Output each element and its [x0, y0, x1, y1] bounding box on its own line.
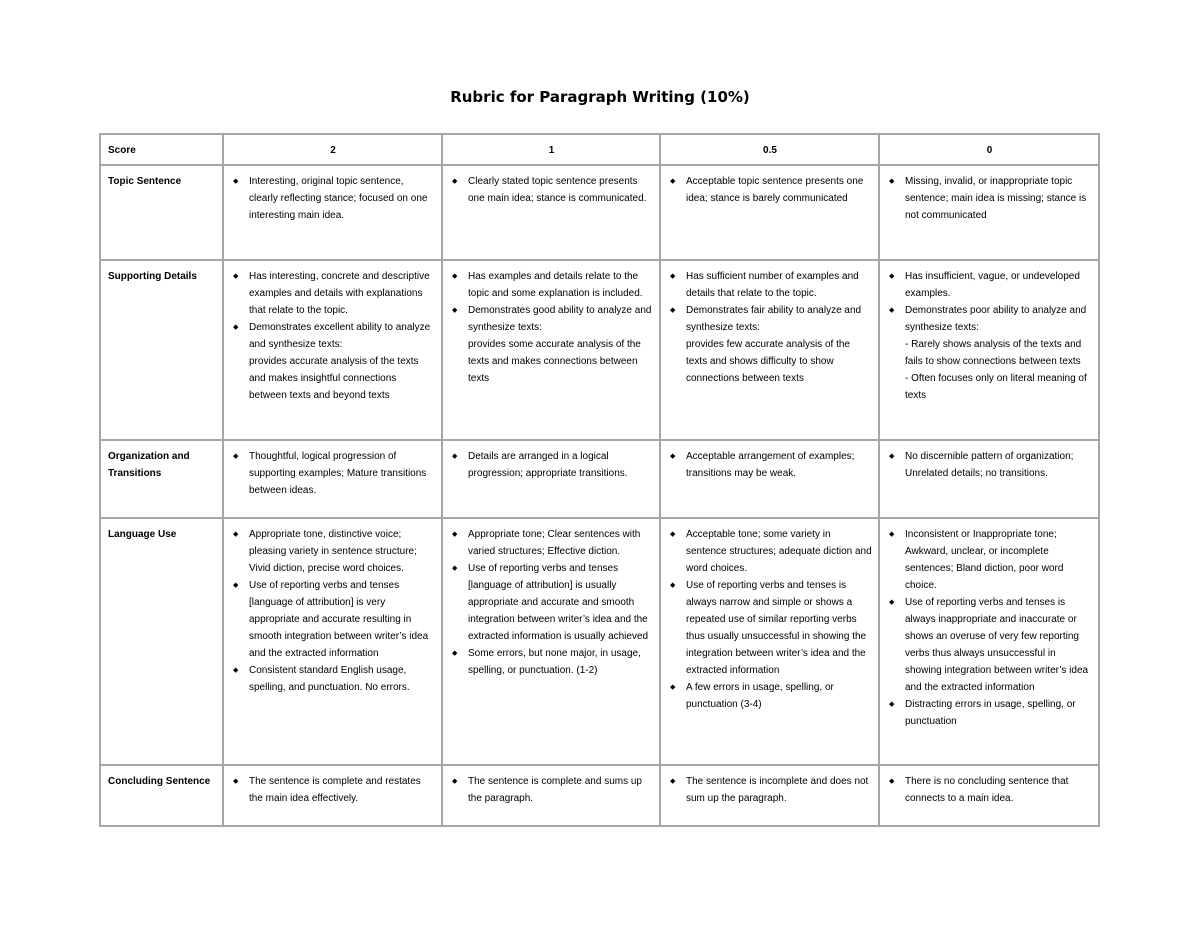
bullet-text: The sentence is complete and sums up the paragraph. — [468, 776, 642, 804]
level-header-0-5: 0.5 — [660, 134, 879, 165]
descriptor-cell — [660, 765, 879, 826]
bullet-item — [887, 696, 1092, 730]
bullet-item — [668, 773, 872, 807]
rubric-table — [99, 133, 1100, 827]
bullet-text: Inconsistent or Inappropriate tone; Awkward, unclear, or incomplete sentences; Bland diction, poor word choice. — [905, 529, 1064, 591]
criterion-row — [100, 165, 1099, 260]
bullet-text: Use of reporting verbs and tenses is always narrow and simple or shows a repeated use of similar reporting verbs thus usually unsuccessful in showing the integration between writer’s idea and the extracted information — [686, 580, 867, 676]
bullet-list — [450, 268, 653, 387]
bullet-text: Use of reporting verbs and tenses is always inappropriate and inaccurate or shows an overuse of very few reporting verbs thus always unsuccessful in showing integration between writer’s idea and the extracted information — [905, 597, 1089, 693]
bullet-item — [887, 526, 1092, 594]
criterion-row — [100, 518, 1099, 765]
descriptor-cell — [442, 518, 660, 765]
bullet-item — [887, 773, 1092, 807]
bullet-list — [887, 268, 1092, 404]
bullet-text: There is no concluding sentence that connects to a main idea. — [905, 776, 1069, 804]
descriptor-cell — [223, 165, 442, 260]
bullet-text: Has interesting, concrete and descriptive examples and details with explanations that relate to the topic. — [249, 271, 430, 316]
bullet-text: Distracting errors in usage, spelling, or punctuation — [905, 699, 1076, 727]
bullet-subline: provides some accurate analysis of the texts and makes connections between texts — [468, 339, 641, 384]
bullet-item — [450, 526, 653, 560]
descriptor-cell — [442, 260, 660, 440]
bullet-item — [231, 577, 435, 662]
criterion-label: Topic Sentence — [100, 165, 223, 260]
bullet-item — [231, 173, 435, 224]
bullet-text: Demonstrates excellent ability to analyze and synthesize texts: — [249, 322, 431, 350]
bullet-item — [887, 302, 1092, 404]
bullet-item — [450, 268, 653, 302]
bullet-item — [668, 302, 872, 387]
bullet-item — [231, 662, 435, 696]
document-title: Rubric for Paragraph Writing (10%) — [450, 88, 750, 106]
bullet-text: Has insufficient, vague, or undeveloped examples. — [905, 271, 1080, 299]
bullet-text: The sentence is incomplete and does not sum up the paragraph. — [686, 776, 869, 804]
bullet-text: Clearly stated topic sentence presents one main idea; stance is communicated. — [468, 176, 647, 204]
bullet-list — [231, 448, 435, 499]
bullet-item — [231, 319, 435, 404]
bullet-item — [450, 645, 653, 679]
bullet-text: No discernible pattern of organization; Unrelated details; no transitions. — [905, 451, 1074, 479]
bullet-subline: provides few accurate analysis of the texts and shows difficulty to show connections between texts — [686, 339, 850, 384]
bullet-text: Has examples and details relate to the topic and some explanation is included. — [468, 271, 643, 299]
descriptor-cell — [879, 165, 1099, 260]
bullet-text: Acceptable topic sentence presents one idea; stance is barely communicated — [686, 176, 864, 204]
bullet-item — [668, 268, 872, 302]
bullet-item — [450, 773, 653, 807]
bullet-item — [450, 560, 653, 645]
descriptor-cell — [442, 440, 660, 518]
criterion-row — [100, 765, 1099, 826]
bullet-text: Appropriate tone; Clear sentences with varied structures; Effective diction. — [468, 529, 641, 557]
bullet-list — [231, 268, 435, 404]
bullet-item — [668, 448, 872, 482]
descriptor-cell — [660, 518, 879, 765]
descriptor-cell — [223, 765, 442, 826]
criterion-row — [100, 260, 1099, 440]
descriptor-cell — [660, 260, 879, 440]
bullet-list — [887, 526, 1092, 730]
bullet-list — [668, 448, 872, 482]
descriptor-cell — [442, 165, 660, 260]
bullet-item — [450, 448, 653, 482]
bullet-item — [887, 268, 1092, 302]
bullet-subline: - Often focuses only on literal meaning of texts — [905, 373, 1087, 401]
bullet-subline: provides accurate analysis of the texts and makes insightful connections between texts and beyond texts — [249, 356, 419, 401]
bullet-text: Acceptable tone; some variety in sentence structures; adequate diction and word choices. — [686, 529, 872, 574]
bullet-text: A few errors in usage, spelling, or punctuation (3-4) — [686, 682, 834, 710]
bullet-item — [887, 594, 1092, 696]
criterion-row — [100, 440, 1099, 518]
descriptor-cell — [660, 440, 879, 518]
bullet-text: Has sufficient number of examples and details that relate to the topic. — [686, 271, 859, 299]
bullet-text: Demonstrates poor ability to analyze and synthesize texts: — [905, 305, 1087, 333]
bullet-list — [668, 173, 872, 207]
level-header-2: 2 — [223, 134, 442, 165]
bullet-text: Thoughtful, logical progression of supporting examples; Mature transitions between ideas. — [249, 451, 427, 496]
descriptor-cell — [879, 765, 1099, 826]
criterion-label: Supporting Details — [100, 260, 223, 440]
bullet-item — [668, 173, 872, 207]
bullet-item — [668, 577, 872, 679]
score-header: Score — [100, 134, 223, 165]
bullet-list — [887, 173, 1092, 224]
bullet-list — [450, 173, 653, 207]
bullet-item — [231, 268, 435, 319]
bullet-list — [668, 268, 872, 387]
bullet-item — [450, 302, 653, 387]
bullet-text: Demonstrates fair ability to analyze and synthesize texts: — [686, 305, 862, 333]
bullet-text: The sentence is complete and restates the main idea effectively. — [249, 776, 421, 804]
bullet-text: Interesting, original topic sentence, clearly reflecting stance; focused on one interesting main idea. — [249, 176, 428, 221]
bullet-text: Use of reporting verbs and tenses [language of attribution] is very appropriate and accurate resulting in smooth integration between writer’s idea and the extracted information — [249, 580, 429, 659]
level-header-1: 1 — [442, 134, 660, 165]
descriptor-cell — [442, 765, 660, 826]
bullet-text: Acceptable arrangement of examples; transitions may be weak. — [686, 451, 855, 479]
header-row — [100, 134, 1099, 165]
bullet-list — [887, 773, 1092, 807]
bullet-item — [668, 526, 872, 577]
bullet-text: Some errors, but none major, in usage, spelling, or punctuation. (1-2) — [468, 648, 641, 676]
bullet-subline: - Rarely shows analysis of the texts and fails to show connections between texts — [905, 339, 1082, 367]
criterion-label: Organization and Transitions — [100, 440, 223, 518]
bullet-item — [231, 448, 435, 499]
level-header-0: 0 — [879, 134, 1099, 165]
bullet-list — [887, 448, 1092, 482]
criterion-label: Language Use — [100, 518, 223, 765]
bullet-list — [231, 773, 435, 807]
bullet-list — [450, 526, 653, 679]
criterion-label: Concluding Sentence — [100, 765, 223, 826]
bullet-list — [450, 773, 653, 807]
bullet-item — [887, 173, 1092, 224]
bullet-list — [231, 173, 435, 224]
bullet-item — [450, 173, 653, 207]
bullet-list — [231, 526, 435, 696]
descriptor-cell — [223, 518, 442, 765]
descriptor-cell — [223, 260, 442, 440]
descriptor-cell — [879, 260, 1099, 440]
bullet-item — [231, 773, 435, 807]
bullet-text: Use of reporting verbs and tenses [language of attribution] is usually appropriate and accurate and smooth integration between writer’s idea and the extracted information is usually achieved — [468, 563, 649, 642]
bullet-text: Consistent standard English usage, spelling, and punctuation. No errors. — [249, 665, 410, 693]
bullet-text: Missing, invalid, or inappropriate topic sentence; main idea is missing; stance is not communicated — [905, 176, 1087, 221]
bullet-item — [668, 679, 872, 713]
bullet-list — [668, 526, 872, 713]
descriptor-cell — [660, 165, 879, 260]
bullet-list — [668, 773, 872, 807]
bullet-list — [450, 448, 653, 482]
bullet-text: Appropriate tone, distinctive voice; pleasing variety in sentence structure; Vivid diction, precise word choices. — [249, 529, 417, 574]
bullet-item — [231, 526, 435, 577]
descriptor-cell — [223, 440, 442, 518]
descriptor-cell — [879, 518, 1099, 765]
bullet-text: Details are arranged in a logical progression; appropriate transitions. — [468, 451, 628, 479]
descriptor-cell — [879, 440, 1099, 518]
bullet-text: Demonstrates good ability to analyze and synthesize texts: — [468, 305, 652, 333]
bullet-item — [887, 448, 1092, 482]
